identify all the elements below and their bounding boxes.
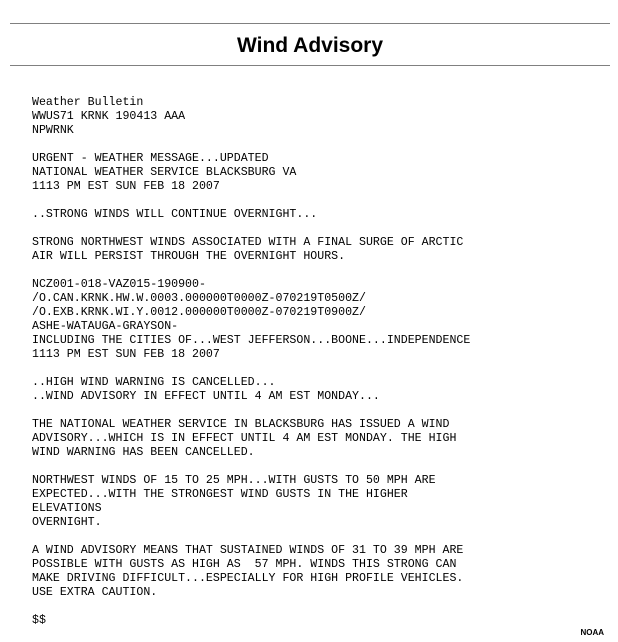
bulletin-line: USE EXTRA CAUTION.: [32, 586, 158, 599]
bulletin-line: ..HIGH WIND WARNING IS CANCELLED...: [32, 376, 276, 389]
bulletin-line: /O.CAN.KRNK.HW.W.0003.000000T0000Z-070219T0500Z/: [32, 292, 366, 305]
bulletin-line: ..STRONG WINDS WILL CONTINUE OVERNIGHT...: [32, 208, 318, 221]
bulletin-blank-line: [32, 264, 602, 278]
bulletin-line: NPWRNK: [32, 124, 74, 137]
page-title: Wind Advisory: [236, 34, 384, 57]
bulletin-line: THE NATIONAL WEATHER SERVICE IN BLACKSBURG HAS ISSUED A WIND: [32, 418, 450, 431]
bulletin-line: URGENT - WEATHER MESSAGE...UPDATED: [32, 152, 269, 165]
bulletin-line: OVERNIGHT.: [32, 516, 102, 529]
bulletin-line: MAKE DRIVING DIFFICULT...ESPECIALLY FOR HIGH PROFILE VEHICLES.: [32, 572, 464, 585]
bulletin-line: POSSIBLE WITH GUSTS AS HIGH AS 57 MPH. WINDS THIS STRONG CAN: [32, 558, 457, 571]
bulletin-line: WIND WARNING HAS BEEN CANCELLED.: [32, 446, 255, 459]
bulletin-line: 1113 PM EST SUN FEB 18 2007: [32, 180, 220, 193]
bulletin-blank-line: [32, 362, 602, 376]
bulletin-line: ADVISORY...WHICH IS IN EFFECT UNTIL 4 AM EST MONDAY. THE HIGH: [32, 432, 457, 445]
bulletin-line: NCZ001-018-VAZ015-190900-: [32, 278, 206, 291]
bulletin-line: ASHE-WATAUGA-GRAYSON-: [32, 320, 179, 333]
bulletin-blank-line: [32, 600, 602, 614]
bulletin-blank-line: [32, 138, 602, 152]
bulletin-line: /O.EXB.KRNK.WI.Y.0012.000000T0000Z-070219T0900Z/: [32, 306, 366, 319]
bulletin-line: NORTHWEST WINDS OF 15 TO 25 MPH...WITH GUSTS TO 50 MPH ARE: [32, 474, 436, 487]
bulletin-blank-line: [32, 194, 602, 208]
bulletin-line: A WIND ADVISORY MEANS THAT SUSTAINED WINDS OF 31 TO 39 MPH ARE: [32, 544, 464, 557]
bulletin-line: EXPECTED...WITH THE STRONGEST WIND GUSTS IN THE HIGHER: [32, 488, 408, 501]
bulletin-line: ..WIND ADVISORY IN EFFECT UNTIL 4 AM EST MONDAY...: [32, 390, 380, 403]
bulletin-line: STRONG NORTHWEST WINDS ASSOCIATED WITH A FINAL SURGE OF ARCTIC: [32, 236, 464, 249]
bulletin-line: WWUS71 KRNK 190413 AAA: [32, 110, 186, 123]
bulletin-line: AIR WILL PERSIST THROUGH THE OVERNIGHT HOURS.: [32, 250, 346, 263]
bulletin-line: INCLUDING THE CITIES OF...WEST JEFFERSON...BOONE...INDEPENDENCE: [32, 334, 471, 347]
bulletin-line: $$: [32, 614, 46, 627]
title-bar: [10, 23, 610, 66]
bulletin-blank-line: [32, 460, 602, 474]
bulletin-line: Weather Bulletin: [32, 96, 144, 109]
bulletin-blank-line: [32, 222, 602, 236]
bulletin-line: NATIONAL WEATHER SERVICE BLACKSBURG VA: [32, 166, 297, 179]
bulletin-line: 1113 PM EST SUN FEB 18 2007: [32, 348, 220, 361]
bulletin-line: ELEVATIONS: [32, 502, 102, 515]
weather-bulletin-text: [32, 96, 602, 628]
source-credit: NOAA: [580, 628, 604, 637]
bulletin-blank-line: [32, 530, 602, 544]
bulletin-blank-line: [32, 404, 602, 418]
